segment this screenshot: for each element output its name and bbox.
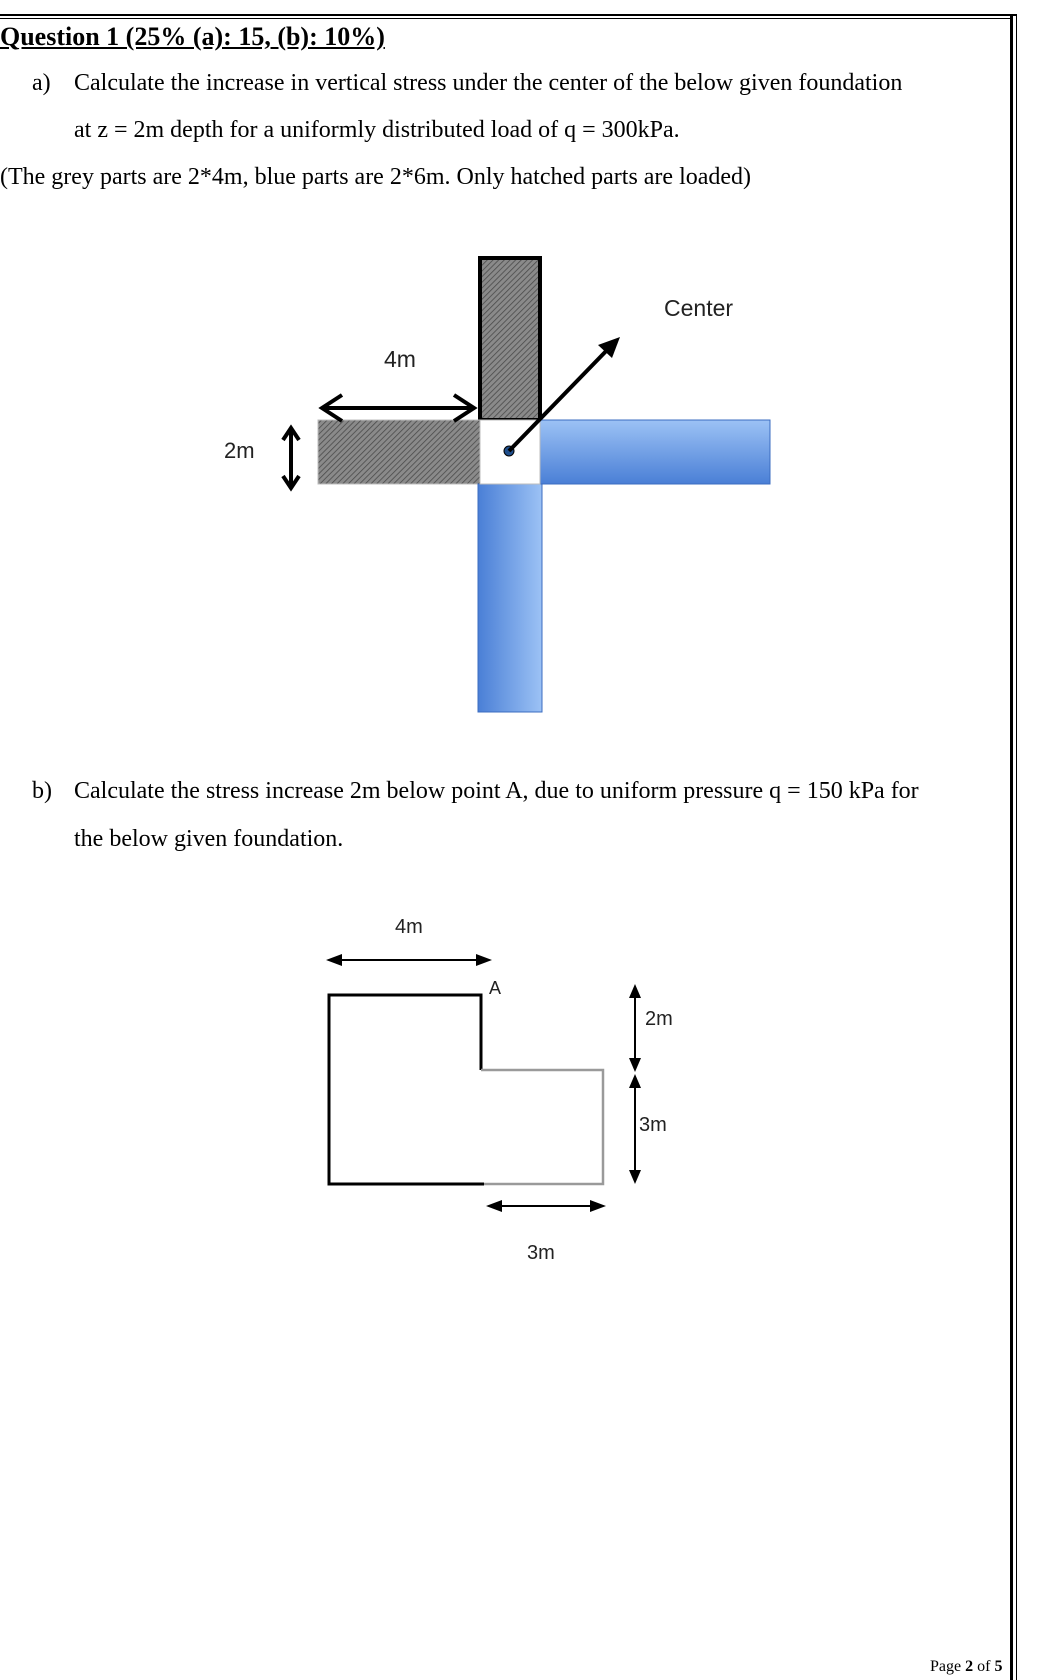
figure-b [326, 916, 673, 1264]
foundation-outline-black [329, 995, 484, 1184]
label-point-a: A [489, 978, 502, 998]
foundation-outline-grey [481, 1070, 603, 1184]
part-b-line-2: the below given foundation. [74, 826, 344, 852]
part-a-line-1: Calculate the increase in vertical stress under the center of the below given foundation [74, 70, 903, 96]
part-a-marker: a) [32, 70, 51, 96]
page-current: 2 [965, 1658, 974, 1675]
label-2m-right: 2m [645, 1008, 673, 1030]
figure-a [224, 258, 770, 712]
page-prefix: Page [930, 1658, 966, 1675]
question-title: Question 1 (25% (a): 15, (b): 10%) [0, 22, 385, 51]
part-b-marker: b) [32, 778, 52, 804]
label-3m-right: 3m [639, 1114, 667, 1136]
right-upper-arrow-top [629, 984, 641, 998]
top-arrow-right [476, 954, 492, 966]
part-a-line-2: at z = 2m depth for a uniformly distributed load of q = 300kPa. [74, 117, 680, 143]
top-arrow-left [326, 954, 342, 966]
right-lower-arrow-bottom [629, 1170, 641, 1184]
grey-vertical-hatched-part [480, 258, 540, 420]
blue-horizontal-part [540, 420, 770, 484]
label-4m-top: 4m [395, 916, 423, 938]
blue-vertical-part [478, 484, 542, 712]
part-b-line-1: Calculate the stress increase 2m below point A, due to uniform pressure q = 150 kPa for [74, 778, 919, 804]
bottom-arrow-left [486, 1200, 502, 1212]
part-a-note: (The grey parts are 2*4m, blue parts are 2*6m. Only hatched parts are loaded) [0, 164, 752, 190]
right-lower-arrow-top [629, 1074, 641, 1088]
grey-horizontal-hatched-part [318, 420, 480, 484]
bottom-arrow-right [590, 1200, 606, 1212]
page-middle: of [973, 1658, 995, 1675]
page-total: 5 [994, 1658, 1003, 1675]
label-3m-bottom: 3m [527, 1242, 555, 1264]
page-number [930, 1658, 1002, 1676]
label-2m: 2m [224, 438, 255, 463]
label-4m: 4m [384, 346, 416, 372]
right-upper-arrow-bottom [629, 1058, 641, 1072]
label-center: Center [664, 295, 734, 321]
